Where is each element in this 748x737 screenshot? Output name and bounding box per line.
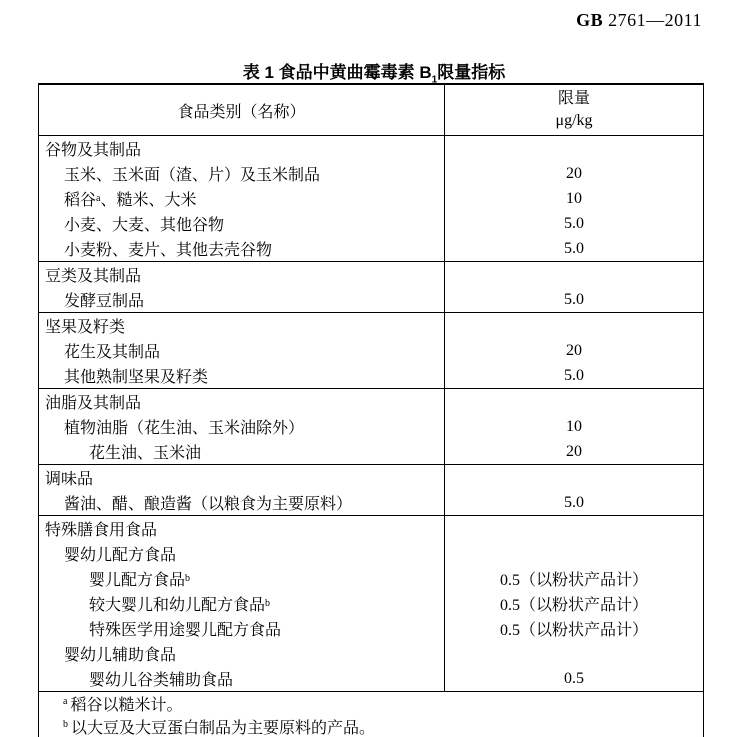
table-row bbox=[39, 287, 703, 312]
table-caption-suffix: 限量指标 bbox=[437, 63, 506, 82]
food-category-cell: 婴幼儿谷类辅助食品 bbox=[89, 672, 234, 689]
table-header-row bbox=[39, 85, 703, 136]
table-row bbox=[39, 666, 703, 691]
food-category-cell: 油脂及其制品 bbox=[45, 395, 142, 412]
limit-value-cell bbox=[444, 541, 703, 566]
limit-value-cell: 20 bbox=[444, 161, 703, 186]
food-category-cell: 稻谷 a 、糙米、大米 bbox=[64, 192, 197, 209]
table-row bbox=[39, 338, 703, 363]
limit-value-cell bbox=[444, 465, 703, 490]
food-category-cell: 婴幼儿配方食品 bbox=[64, 547, 177, 564]
table-row bbox=[39, 541, 703, 566]
food-category-cell: 较大婴儿和幼儿配方食品 b bbox=[89, 597, 271, 614]
food-category-cell: 谷物及其制品 bbox=[45, 142, 142, 159]
table-row bbox=[39, 566, 703, 591]
column-header-limit bbox=[444, 85, 703, 135]
table-row bbox=[39, 439, 703, 464]
standard-code-prefix: GB bbox=[576, 10, 604, 30]
table-row bbox=[39, 641, 703, 666]
food-category-cell: 小麦、大麦、其他谷物 bbox=[64, 217, 225, 234]
food-category-cell: 花生油、玉米油 bbox=[89, 445, 202, 462]
footnote-marker: b bbox=[63, 718, 68, 730]
limit-value-cell: 5.0 bbox=[444, 490, 703, 515]
limit-value-cell: 20 bbox=[444, 439, 703, 464]
standard-code bbox=[576, 10, 702, 31]
limit-header-line2: μg/kg bbox=[555, 112, 593, 129]
limit-value-cell: 5.0 bbox=[444, 211, 703, 236]
standard-code-number: 2761—2011 bbox=[603, 10, 702, 30]
table-group-row bbox=[39, 136, 703, 161]
food-category-cell: 豆类及其制品 bbox=[45, 268, 142, 285]
limit-value-cell: 10 bbox=[444, 414, 703, 439]
table-row bbox=[39, 591, 703, 616]
table-group-row bbox=[39, 261, 703, 287]
limit-value-cell: 0.5 bbox=[444, 666, 703, 691]
food-category-cell: 小麦粉、麦片、其他去壳谷物 bbox=[64, 242, 273, 259]
limits-table bbox=[38, 83, 704, 737]
food-category-cell: 花生及其制品 bbox=[64, 344, 161, 361]
limit-value-cell bbox=[444, 516, 703, 541]
limit-value-cell bbox=[444, 262, 703, 287]
table-row bbox=[39, 490, 703, 515]
table-group-row bbox=[39, 464, 703, 490]
limit-value-cell: 0.5（以粉状产品计） bbox=[444, 591, 703, 616]
limit-value-cell: 10 bbox=[444, 186, 703, 211]
food-category-cell: 特殊膳食用食品 bbox=[45, 522, 158, 539]
table-row bbox=[39, 211, 703, 236]
table-row bbox=[39, 363, 703, 388]
limit-value-cell: 20 bbox=[444, 338, 703, 363]
food-category-cell: 特殊医学用途婴儿配方食品 bbox=[89, 622, 282, 639]
limit-value-cell bbox=[444, 641, 703, 666]
limit-value-cell: 0.5（以粉状产品计） bbox=[444, 566, 703, 591]
table-row bbox=[39, 161, 703, 186]
table-group-row bbox=[39, 388, 703, 414]
table-group-row bbox=[39, 515, 703, 541]
footnote: $^a$ 稻谷以糙米计。 bbox=[63, 695, 183, 714]
food-category-cell: 玉米、玉米面（渣、片）及玉米制品 bbox=[64, 167, 321, 184]
limit-value-cell: 5.0 bbox=[444, 287, 703, 312]
table-footnotes bbox=[39, 691, 703, 737]
food-category-cell: 发酵豆制品 bbox=[64, 293, 145, 310]
table-caption bbox=[0, 58, 748, 85]
limit-header-line1: 限量 bbox=[557, 90, 590, 107]
limit-value-cell bbox=[444, 313, 703, 338]
table-row bbox=[39, 186, 703, 211]
food-category-cell: 调味品 bbox=[45, 471, 94, 488]
table-row bbox=[39, 414, 703, 439]
footnote-marker: a bbox=[63, 695, 68, 707]
limit-value-cell: 0.5（以粉状产品计） bbox=[444, 616, 703, 641]
table-row bbox=[39, 616, 703, 641]
food-category-cell: 婴儿配方食品 b bbox=[89, 572, 191, 589]
column-header-food-category: 食品类别（名称） bbox=[177, 103, 306, 121]
limit-value-cell: 5.0 bbox=[444, 236, 703, 261]
food-category-cell: 酱油、醋、酿造酱（以粮食为主要原料） bbox=[64, 496, 353, 513]
table-caption-text: 表 1 食品中黄曲霉毒素 B bbox=[242, 63, 432, 82]
food-category-cell: 坚果及籽类 bbox=[45, 319, 126, 336]
table-body bbox=[39, 136, 703, 691]
table-group-row bbox=[39, 312, 703, 338]
food-category-cell: 植物油脂（花生油、玉米油除外） bbox=[64, 420, 305, 437]
limit-value-cell bbox=[444, 389, 703, 414]
table-row bbox=[39, 236, 703, 261]
food-category-cell: 其他熟制坚果及籽类 bbox=[64, 369, 209, 386]
food-category-cell: 婴幼儿辅助食品 bbox=[64, 647, 177, 664]
footnote: $^b$ 以大豆及大豆蛋白制品为主要原料的产品。 bbox=[63, 718, 376, 737]
limit-value-cell bbox=[444, 136, 703, 161]
table-caption-subscript: 1 bbox=[431, 74, 438, 86]
limit-value-cell: 5.0 bbox=[444, 363, 703, 388]
